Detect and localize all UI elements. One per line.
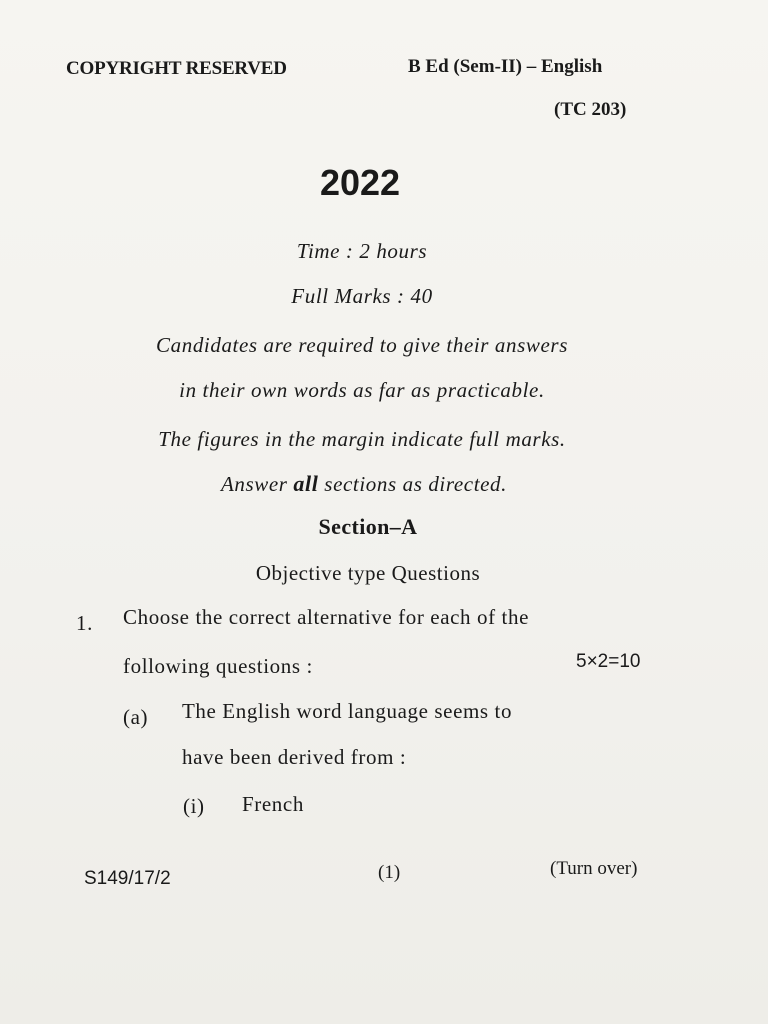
subquestion-label: (a) <box>123 705 149 729</box>
instruction-line-3: The figures in the margin indicate full marks. <box>158 427 566 451</box>
instruction-line-4-end: sections as directed. <box>318 472 508 496</box>
question-text-line-2: following questions : <box>123 654 313 678</box>
section-subtitle: Objective type Questions <box>255 561 481 585</box>
question-text-line-1: Choose the correct alternative for each of the <box>123 605 529 629</box>
course-title: B Ed (Sem-II) – English <box>408 56 603 77</box>
footer-code: S149/17/2 <box>84 868 171 889</box>
paper-code: (TC 203) <box>554 99 627 120</box>
full-marks: Full Marks : 40 <box>291 284 433 308</box>
instruction-line-4 <box>0 471 728 497</box>
option-label: (i) <box>183 794 205 818</box>
instruction-line-2: in their own words as far as practicable. <box>179 378 545 402</box>
subquestion-text-line-1: The English word language seems to <box>182 699 513 723</box>
instruction-line-4-start: Answer <box>220 472 294 496</box>
page-number: (1) <box>378 862 401 883</box>
exam-time: Time : 2 hours <box>296 239 428 263</box>
section-title: Section–A <box>318 514 418 539</box>
question-number: 1. <box>76 611 93 635</box>
turn-over-note: (Turn over) <box>550 858 638 879</box>
instruction-line-1: Candidates are required to give their answers <box>156 333 568 357</box>
subquestion-text-line-2: have been derived from : <box>182 745 407 769</box>
option-text: French <box>242 792 304 816</box>
question-marks: 5×2=10 <box>576 651 641 672</box>
copyright-notice: COPYRIGHT RESERVED <box>66 58 287 79</box>
exam-year: 2022 <box>319 162 401 203</box>
instruction-line-4-emphasis: all <box>293 471 319 496</box>
